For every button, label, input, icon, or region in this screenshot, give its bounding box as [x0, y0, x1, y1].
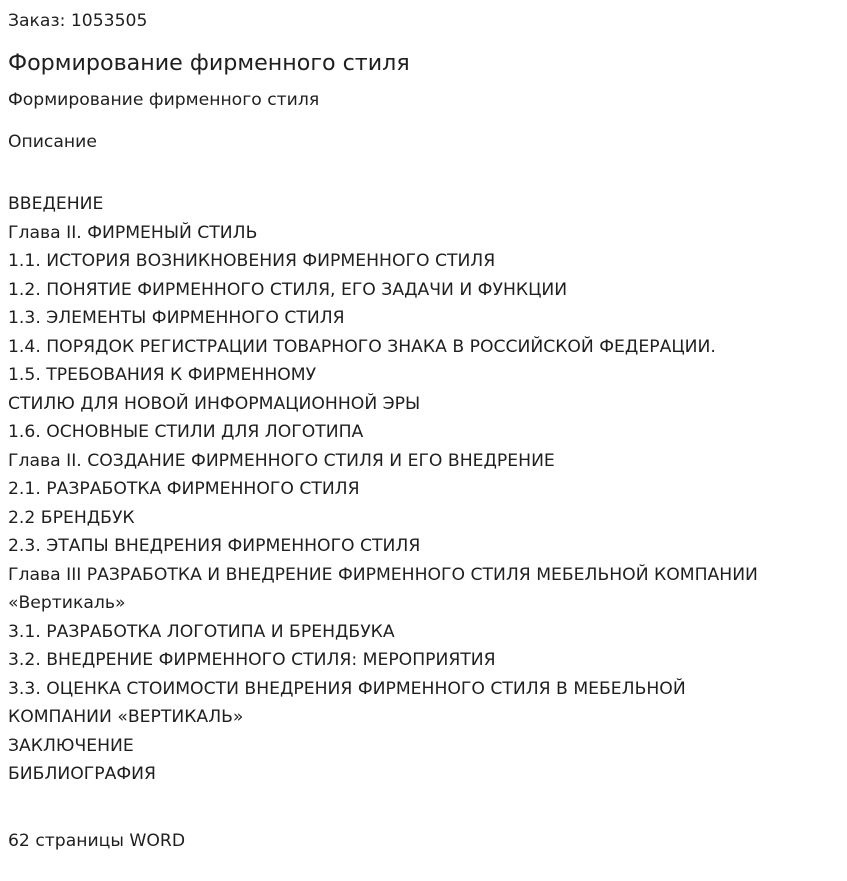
toc-line: ВВЕДЕНИЕ — [8, 194, 104, 214]
description-heading: Описание — [8, 132, 97, 152]
toc-line: 1.1. ИСТОРИЯ ВОЗНИКНОВЕНИЯ ФИРМЕННОГО СТИЛЯ — [8, 251, 496, 271]
toc-line: 1.4. ПОРЯДОК РЕГИСТРАЦИИ ТОВАРНОГО ЗНАКА В РОССИЙСКОЙ ФЕДЕРАЦИИ. — [8, 336, 716, 357]
page-subtitle: Формирование фирменного стиля — [8, 90, 320, 110]
toc-line: КОМПАНИИ «ВЕРТИКАЛЬ» — [8, 707, 244, 727]
toc-line: 2.3. ЭТАПЫ ВНЕДРЕНИЯ ФИРМЕННОГО СТИЛЯ — [8, 536, 421, 556]
table-of-contents — [8, 190, 840, 855]
toc-line: «Вертикаль» — [8, 593, 126, 613]
toc-line: 1.2. ПОНЯТИЕ ФИРМЕННОГО СТИЛЯ, ЕГО ЗАДАЧИ И ФУНКЦИИ — [8, 279, 568, 300]
toc-line: 3.1. РАЗРАБОТКА ЛОГОТИПА И БРЕНДБУКА — [8, 621, 395, 642]
toc-line: 1.3. ЭЛЕМЕНТЫ ФИРМЕННОГО СТИЛЯ — [8, 308, 345, 328]
page-count: 62 страницы WORD — [8, 830, 186, 851]
toc-line: 3.2. ВНЕДРЕНИЕ ФИРМЕННОГО СТИЛЯ: МЕРОПРИЯТИЯ — [8, 650, 496, 670]
toc-line: 1.5. ТРЕБОВАНИЯ К ФИРМЕННОМУ — [8, 365, 317, 385]
toc-line: БИБЛИОГРАФИЯ — [8, 764, 156, 784]
toc-line: 2.1. РАЗРАБОТКА ФИРМЕННОГО СТИЛЯ — [8, 479, 360, 499]
toc-line: 1.6. ОСНОВНЫЕ СТИЛИ ДЛЯ ЛОГОТИПА — [8, 422, 364, 442]
toc-line: Глава III РАЗРАБОТКА И ВНЕДРЕНИЕ ФИРМЕННОГО СТИЛЯ МЕБЕЛЬНОЙ КОМПАНИИ — [8, 564, 758, 585]
toc-line: 2.2 БРЕНДБУК — [8, 507, 135, 528]
toc-line: ЗАКЛЮЧЕНИЕ — [8, 735, 134, 756]
page-title: Формирование фирменного стиля — [8, 50, 410, 76]
toc-line: 3.3. ОЦЕНКА СТОИМОСТИ ВНЕДРЕНИЯ ФИРМЕННОГО СТИЛЯ В МЕБЕЛЬНОЙ — [8, 678, 686, 699]
toc-line: Глава II. ФИРМЕНЫЙ СТИЛЬ — [8, 222, 258, 243]
toc-line: СТИЛЮ ДЛЯ НОВОЙ ИНФОРМАЦИОННОЙ ЭРЫ — [8, 393, 421, 414]
order-number: Заказ: 1053505 — [8, 11, 148, 31]
toc-line: Глава II. СОЗДАНИЕ ФИРМЕННОГО СТИЛЯ И ЕГО ВНЕДРЕНИЕ — [8, 450, 555, 471]
toc-spacer — [8, 789, 840, 827]
